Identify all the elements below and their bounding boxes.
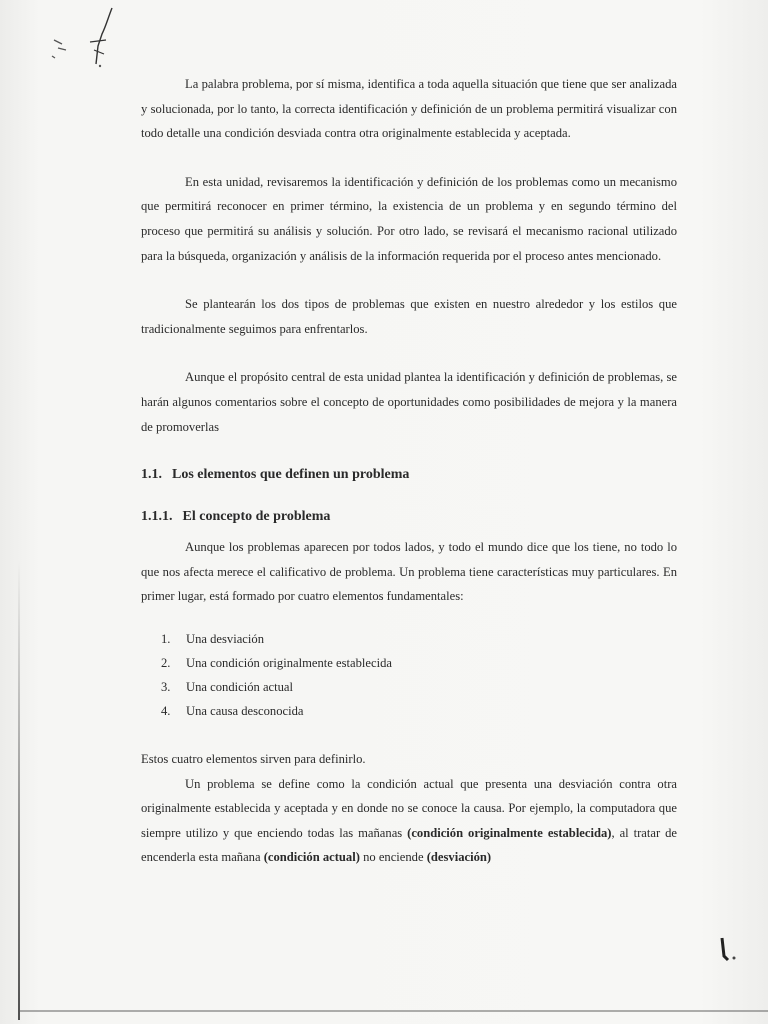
definition-bold-original: (condición originalmente establecida) bbox=[407, 825, 612, 840]
list-text: Una causa desconocida bbox=[186, 703, 304, 718]
list-text: Una condición originalmente establecida bbox=[186, 655, 392, 670]
definition-text: no enciende bbox=[359, 850, 427, 865]
subsection-title: El concepto de problema bbox=[182, 509, 331, 525]
list-number: 1. bbox=[161, 631, 171, 646]
subsection-number: 1.1.1. bbox=[141, 509, 173, 525]
opportunities-paragraph: Aunque el propósito central de esta unidad plantea la identificación y definición de problemas, se harán algunos comentarios sobre el concepto de oportunidades como posibilidades de mejora y la manera de promoverlas bbox=[141, 370, 677, 434]
elements-list bbox=[141, 627, 677, 723]
list-item bbox=[161, 675, 677, 699]
definition-bold-deviation: (desviación) bbox=[426, 850, 492, 865]
section-heading bbox=[141, 463, 677, 487]
list-number: 4. bbox=[161, 703, 171, 718]
elements-summary: Estos cuatro elementos sirven para definirlo. bbox=[141, 751, 366, 766]
list-number: 3. bbox=[161, 679, 171, 694]
subsection-heading bbox=[141, 505, 677, 529]
list-item bbox=[161, 627, 677, 651]
page-bottom-edge bbox=[20, 1010, 768, 1012]
document-body bbox=[141, 72, 677, 870]
definition-bold-actual: (condición actual) bbox=[263, 850, 360, 865]
list-text: Una condición actual bbox=[186, 679, 294, 694]
list-item bbox=[161, 651, 677, 675]
page-edge-shadow bbox=[18, 560, 20, 1020]
scan-smudge bbox=[712, 930, 742, 970]
problem-concept-paragraph: Aunque los problemas aparecen por todos lados, y todo el mundo dice que los tiene, no todo lo que nos afecta merece el calificativo de problema. Un problema tiene características muy particulares. En primer lugar, está formado por cuatro elementos fundamentales: bbox=[141, 540, 677, 604]
definition-text: , al tratar de encenderla esta mañana bbox=[141, 825, 678, 865]
handwritten-mark bbox=[40, 4, 120, 74]
section-number: 1.1. bbox=[141, 467, 162, 483]
list-item bbox=[161, 699, 677, 723]
list-text: Una desviación bbox=[186, 631, 264, 646]
intro-paragraph: La palabra problema, por sí misma, identifica a toda aquella situación que tiene que ser analizada y solucionada, por lo tanto, la correcta identificación y definición de un problema permitirá visualizar con todo detalle una condición desviada contra otra originalmente establecida y aceptada. bbox=[141, 77, 677, 141]
definition-paragraph bbox=[141, 772, 677, 870]
section-title: Los elementos que definen un problema bbox=[172, 467, 410, 483]
list-number: 2. bbox=[161, 655, 171, 670]
definition-text: Un problema se define como la condición actual que presenta una desviación contra otra originalmente establecida y aceptada y en donde no se conoce la causa. Por ejemplo, la computadora que siempre utilizo y que enciendo todas las mañanas bbox=[141, 776, 677, 840]
unit-overview-paragraph: En esta unidad, revisaremos la identificación y definición de los problemas como un mecanismo que permitirá reconocer en primer término, la existencia de un problema y en segundo término del proceso que permitirá su análisis y solución. Por otro lado, se revisará el mecanismo racional utilizado para la búsqueda, organización y análisis de la información requerida por el proceso antes mencionado. bbox=[141, 174, 677, 263]
problem-types-paragraph: Se plantearán los dos tipos de problemas que existen en nuestro alrededor y los estilos que tradicionalmente seguimos para enfrentarlos. bbox=[141, 297, 677, 336]
